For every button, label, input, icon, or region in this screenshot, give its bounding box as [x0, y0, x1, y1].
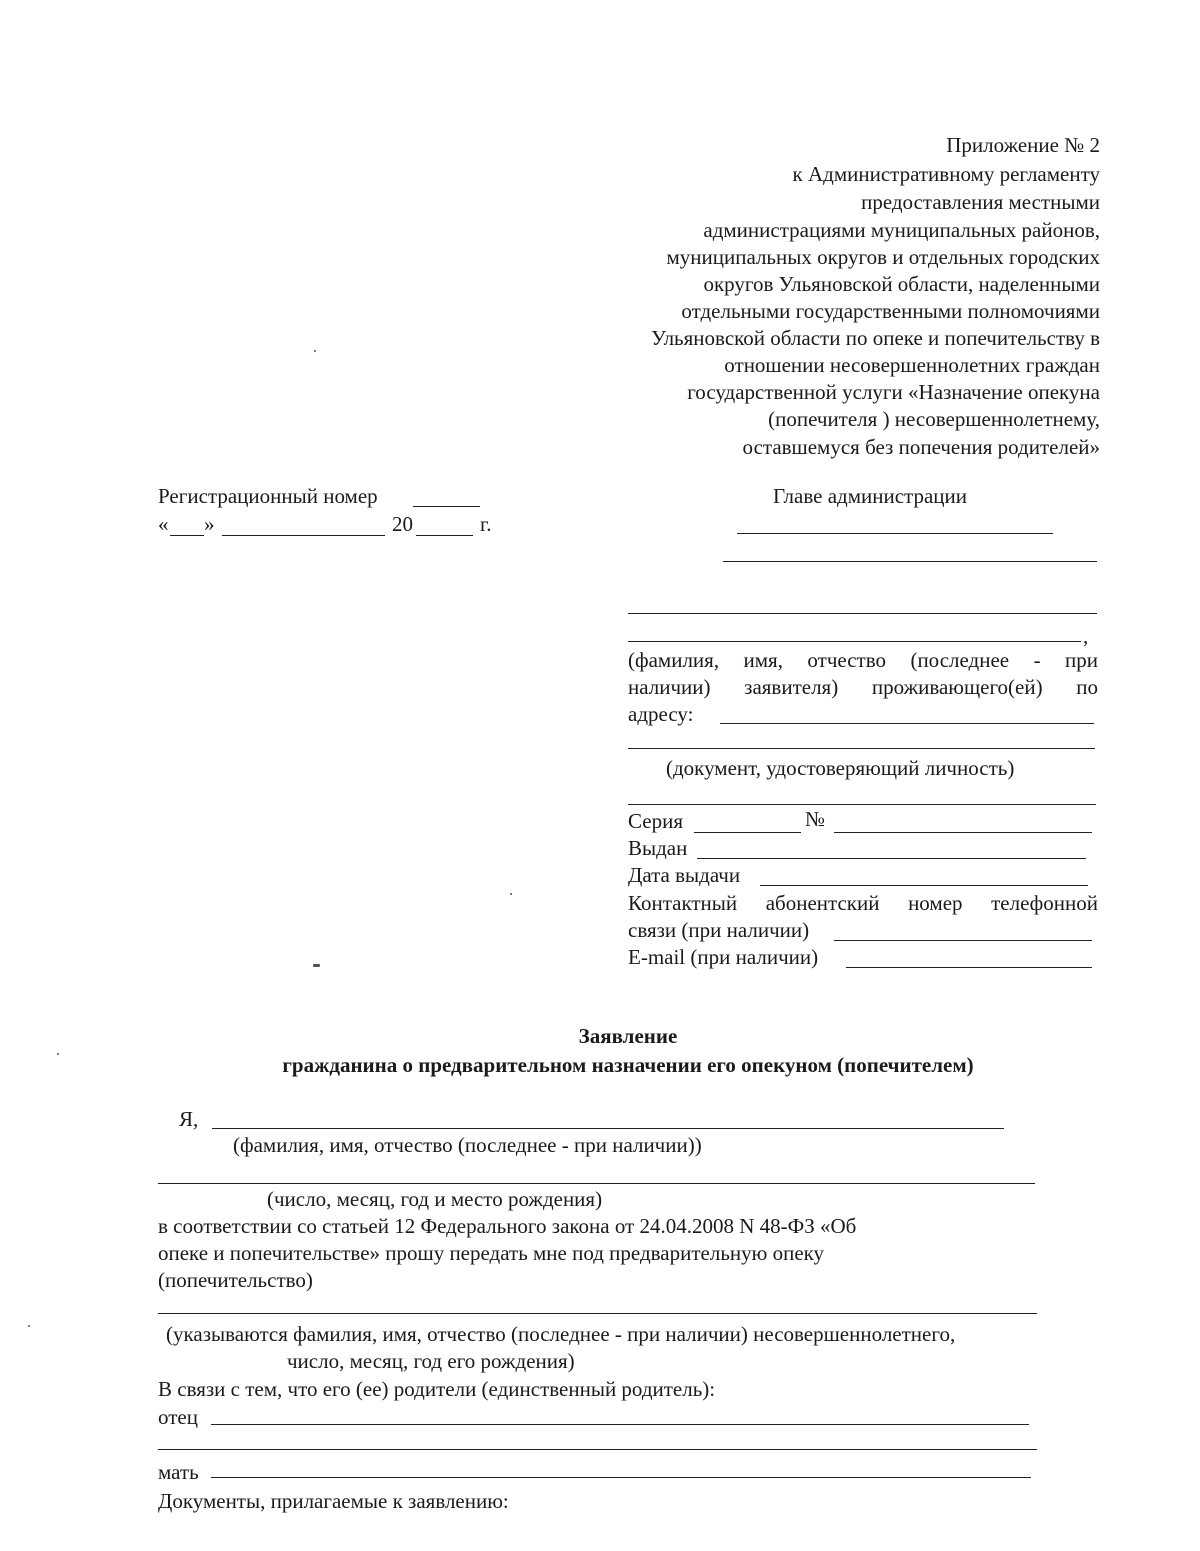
date-open-quote: « — [158, 512, 169, 536]
appendix-line: отдельными государственными полномочиями — [681, 299, 1100, 323]
issued-label: Выдан — [628, 836, 688, 860]
i-label: Я, — [179, 1107, 199, 1131]
appendix-line: Приложение № 2 — [946, 133, 1100, 157]
address-label: адресу: — [628, 702, 694, 726]
appendix-line: (попечителя ) несовершеннолетнему, — [768, 407, 1100, 431]
scan-speck — [314, 350, 316, 352]
applicant-fio-line-2[interactable] — [628, 641, 1081, 642]
scan-speck — [510, 893, 512, 895]
email-line[interactable] — [846, 967, 1092, 968]
statement-title: Заявление — [578, 1024, 678, 1048]
phone-label-line: Контактный абонентский номер телефонной — [628, 891, 1098, 915]
date-year-line[interactable] — [416, 535, 473, 536]
body-line: (попечительство) — [158, 1268, 313, 1292]
minor-info-field[interactable] — [158, 1313, 1037, 1314]
issue-date-line[interactable] — [760, 885, 1088, 886]
email-label: E-mail (при наличии) — [628, 945, 819, 969]
year-suffix: г. — [480, 512, 492, 536]
appendix-line: администрациями муниципальных районов, — [703, 218, 1100, 242]
fio-note: (фамилия, имя, отчество (последнее - при наличии)) — [233, 1133, 702, 1157]
addressee-title: Главе администрации — [773, 484, 968, 508]
address-line[interactable] — [720, 723, 1094, 724]
appendix-line: государственной услуги «Назначение опекуна — [687, 380, 1100, 404]
appendix-line: предоставления местными — [861, 190, 1100, 214]
scan-speck — [28, 1325, 30, 1327]
phone-label: связи (при наличии) — [628, 918, 810, 942]
parents-intro: В связи с тем, что его (ее) родители (единственный родитель): — [158, 1377, 716, 1401]
appendix-line: оставшемуся без попечения родителей» — [742, 435, 1100, 459]
issue-date-label: Дата выдачи — [628, 863, 741, 887]
appendix-line: округов Ульяновской области, наделенными — [703, 272, 1100, 296]
year-prefix: 20 — [392, 512, 413, 536]
series-line[interactable] — [694, 832, 801, 833]
birth-field[interactable] — [158, 1183, 1035, 1184]
applicant-note-line: (фамилия, имя, отчество (последнее - при — [628, 648, 1098, 672]
addressee-name-line[interactable] — [737, 533, 1053, 534]
addressee-name-line-2[interactable] — [723, 561, 1097, 562]
id-doc-note: (документ, удостоверяющий личность) — [666, 756, 1015, 780]
appendix-line: муниципальных округов и отдельных городских — [666, 245, 1100, 269]
registration-number-line[interactable] — [413, 506, 480, 507]
applicant-fio-field[interactable] — [212, 1128, 1004, 1129]
date-close-quote: » — [204, 512, 215, 536]
appendix-line: к Административному регламенту — [792, 162, 1100, 186]
mother-label: мать — [158, 1460, 199, 1484]
date-day-line[interactable] — [170, 535, 204, 536]
applicant-fio-line[interactable] — [628, 613, 1097, 614]
doc-number-line[interactable] — [834, 832, 1092, 833]
date-month-line[interactable] — [222, 535, 385, 536]
minor-note-line: (указываются фамилия, имя, отчество (последнее - при наличии) несовершеннолетнего, — [166, 1322, 956, 1346]
issued-line[interactable] — [697, 858, 1086, 859]
applicant-comma: , — [1083, 624, 1089, 648]
body-line: опеке и попечительстве» прошу передать мне под предварительную опеку — [158, 1241, 825, 1265]
applicant-note-line: наличии) заявителя) проживающего(ей) по — [628, 675, 1098, 699]
address-line-2[interactable] — [628, 748, 1095, 749]
appendix-line: Ульяновской области по опеке и попечительству в — [651, 326, 1100, 350]
scan-speck — [313, 964, 320, 967]
body-line: в соответствии со статьей 12 Федерального закона от 24.04.2008 N 48-ФЗ «Об — [158, 1214, 857, 1238]
documents-label: Документы, прилагаемые к заявлению: — [158, 1489, 509, 1513]
minor-note-line: число, месяц, год его рождения) — [287, 1349, 575, 1373]
birth-note: (число, месяц, год и место рождения) — [267, 1187, 603, 1211]
father-label: отец — [158, 1405, 198, 1429]
father-field[interactable] — [211, 1424, 1029, 1425]
doc-number-label: № — [805, 807, 826, 831]
series-label: Серия — [628, 809, 683, 833]
statement-subtitle: гражданина о предварительном назначении его опекуном (попечителем) — [282, 1053, 974, 1077]
id-doc-line[interactable] — [628, 804, 1096, 805]
appendix-line: отношении несовершеннолетних граждан — [724, 353, 1100, 377]
father-field-2[interactable] — [158, 1449, 1037, 1450]
mother-field[interactable] — [211, 1477, 1031, 1478]
phone-line[interactable] — [834, 940, 1092, 941]
registration-number-label: Регистрационный номер — [158, 484, 378, 508]
